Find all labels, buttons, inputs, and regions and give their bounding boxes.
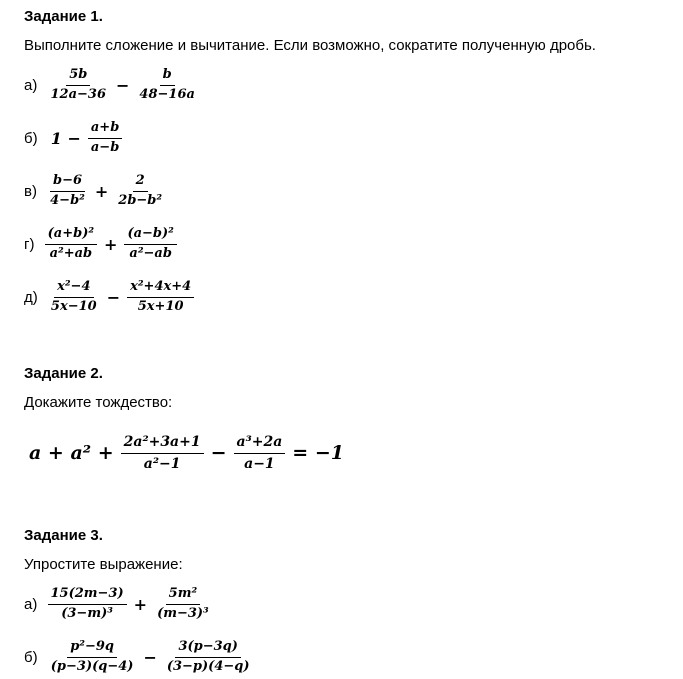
- fraction: [88, 121, 122, 156]
- fraction-numerator: p²−9q: [67, 640, 117, 658]
- fraction-numerator: 2a²+3a+1: [121, 434, 204, 453]
- expression-row: [24, 63, 659, 107]
- math-text: −: [210, 442, 227, 464]
- fraction: [48, 68, 110, 103]
- fraction-denominator: 4−b²: [50, 192, 85, 208]
- fraction: [124, 227, 176, 262]
- fraction-denominator: a−1: [244, 455, 275, 472]
- fraction-numerator: x²+4x+4: [127, 280, 194, 298]
- fraction-numerator: b−6: [50, 174, 85, 192]
- task-section-1: [24, 8, 659, 319]
- math-text: a + a² +: [29, 442, 114, 464]
- math-text: −: [106, 287, 121, 307]
- fraction: [121, 434, 204, 471]
- fraction-denominator: (p−3)(q−4): [50, 658, 134, 674]
- expression-row: [24, 425, 659, 481]
- fraction: [234, 434, 286, 471]
- fraction-numerator: (a−b)²: [124, 227, 176, 245]
- task-items: [24, 425, 659, 481]
- expression-row: [24, 169, 659, 213]
- fraction: [48, 587, 127, 622]
- math-text: = −1: [292, 442, 344, 464]
- math-text: −: [116, 75, 130, 95]
- fraction-denominator: 5x+10: [137, 298, 184, 314]
- task-title: Задание 1.: [24, 8, 103, 25]
- fraction-denominator: (3−m)³: [61, 605, 113, 621]
- fraction-denominator: 12a−36: [50, 86, 107, 102]
- fraction: [154, 587, 212, 622]
- math-text: 1 −: [50, 128, 81, 148]
- math-text: +: [104, 234, 118, 254]
- fraction-numerator: a³+2a: [234, 434, 286, 453]
- item-label: в): [24, 182, 42, 200]
- task-section-2: [24, 365, 659, 481]
- item-label: г): [24, 235, 39, 253]
- expression-row: [24, 582, 659, 626]
- item-label: а): [24, 595, 42, 613]
- task-items: [24, 582, 659, 679]
- expression-row: [24, 222, 659, 266]
- fraction-denominator: a−b: [90, 139, 120, 155]
- fraction-denominator: a²−1: [143, 455, 181, 472]
- task-title: Задание 2.: [24, 365, 103, 382]
- task-instruction: Докажите тождество:: [24, 394, 173, 411]
- fraction: [164, 640, 253, 675]
- fraction-denominator: a²−ab: [129, 245, 172, 261]
- fraction-numerator: 5b: [66, 68, 90, 86]
- fraction-numerator: b: [160, 68, 175, 86]
- task-items: [24, 63, 659, 319]
- expression-row: [24, 635, 659, 679]
- math-text: +: [133, 594, 148, 614]
- fraction-numerator: 15(2m−3): [48, 587, 127, 605]
- fraction-numerator: 3(p−3q): [175, 640, 240, 658]
- fraction-numerator: x²−4: [54, 280, 93, 298]
- item-label: д): [24, 288, 42, 306]
- fraction-denominator: 5x−10: [50, 298, 97, 314]
- task-instruction: Выполните сложение и вычитание. Если возможно, сократите полученную дробь.: [24, 37, 596, 54]
- fraction: [136, 68, 198, 103]
- fraction-numerator: a+b: [88, 121, 122, 139]
- fraction: [47, 174, 88, 209]
- item-label: а): [24, 76, 42, 94]
- task-instruction: Упростите выражение:: [24, 556, 183, 573]
- fraction: [45, 227, 97, 262]
- expression-row: [24, 116, 659, 160]
- fraction-denominator: a²+ab: [49, 245, 93, 261]
- fraction: [115, 174, 165, 209]
- fraction-numerator: 2: [133, 174, 148, 192]
- task-section-3: [24, 527, 659, 679]
- fraction-numerator: (a+b)²: [45, 227, 97, 245]
- math-text: +: [94, 181, 109, 201]
- expression-row: [24, 275, 659, 319]
- math-text: −: [143, 647, 157, 667]
- fraction: [48, 640, 137, 675]
- fraction-denominator: (3−p)(4−q): [166, 658, 250, 674]
- fraction: [48, 280, 100, 315]
- task-title: Задание 3.: [24, 527, 103, 544]
- fraction-denominator: (m−3)³: [157, 605, 209, 621]
- fraction-denominator: 48−16a: [139, 86, 195, 102]
- item-label: б): [24, 648, 42, 666]
- fraction-denominator: 2b−b²: [118, 192, 163, 208]
- item-label: б): [24, 129, 42, 147]
- fraction-numerator: 5m²: [166, 587, 201, 605]
- fraction: [127, 280, 194, 315]
